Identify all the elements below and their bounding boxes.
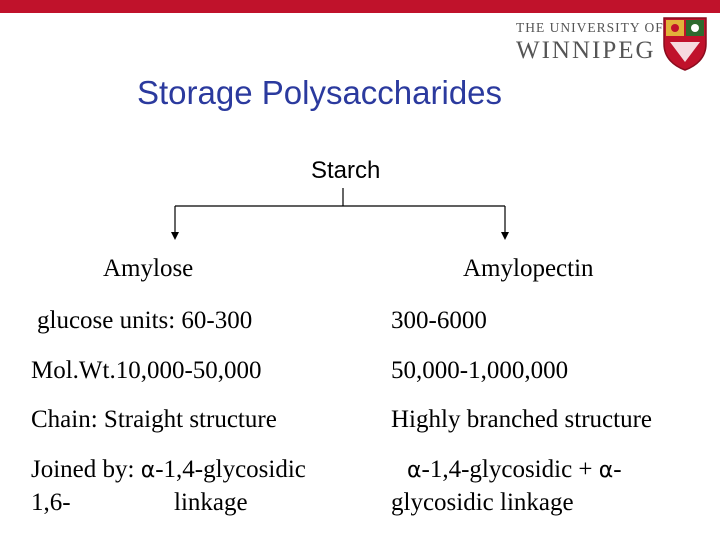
chain-left: Chain: Straight structure	[31, 406, 277, 433]
amylose-label: Amylose	[103, 255, 194, 282]
logo-line-2: WINNIPEG	[516, 36, 656, 64]
units-left: glucose units: 60-300	[37, 307, 253, 334]
alpha-symbol: α	[140, 458, 156, 483]
joined-left	[31, 454, 306, 487]
units-right: 300-6000	[391, 307, 487, 334]
molwt-right: 50,000-1,000,000	[391, 357, 569, 384]
logo-line-1: THE UNIVERSITY OF	[516, 20, 664, 35]
arrowhead-right	[501, 232, 509, 240]
joined-right-a: -1,4-glycosidic +	[421, 456, 599, 483]
alpha-symbol: α	[598, 458, 614, 483]
slide-title: Storage Polysaccharides	[137, 74, 503, 111]
joined-left-rest: -1,4-glycosidic	[155, 456, 306, 483]
joined-prefix: Joined by:	[31, 456, 141, 483]
linkage-left-word: linkage	[174, 489, 248, 516]
alpha-symbol: α	[407, 458, 422, 483]
arrowhead-left	[171, 232, 179, 240]
chain-right: Highly branched structure	[391, 406, 653, 433]
joined-right-b: -	[613, 456, 622, 483]
tree-root-label: Starch	[311, 157, 381, 184]
molwt-left: Mol.Wt.10,000-50,000	[31, 357, 262, 384]
linkage-left-prefix: 1,6-	[31, 489, 71, 516]
linkage-right: glycosidic linkage	[391, 489, 574, 516]
amylopectin-label: Amylopectin	[463, 255, 594, 282]
joined-right	[407, 454, 622, 487]
